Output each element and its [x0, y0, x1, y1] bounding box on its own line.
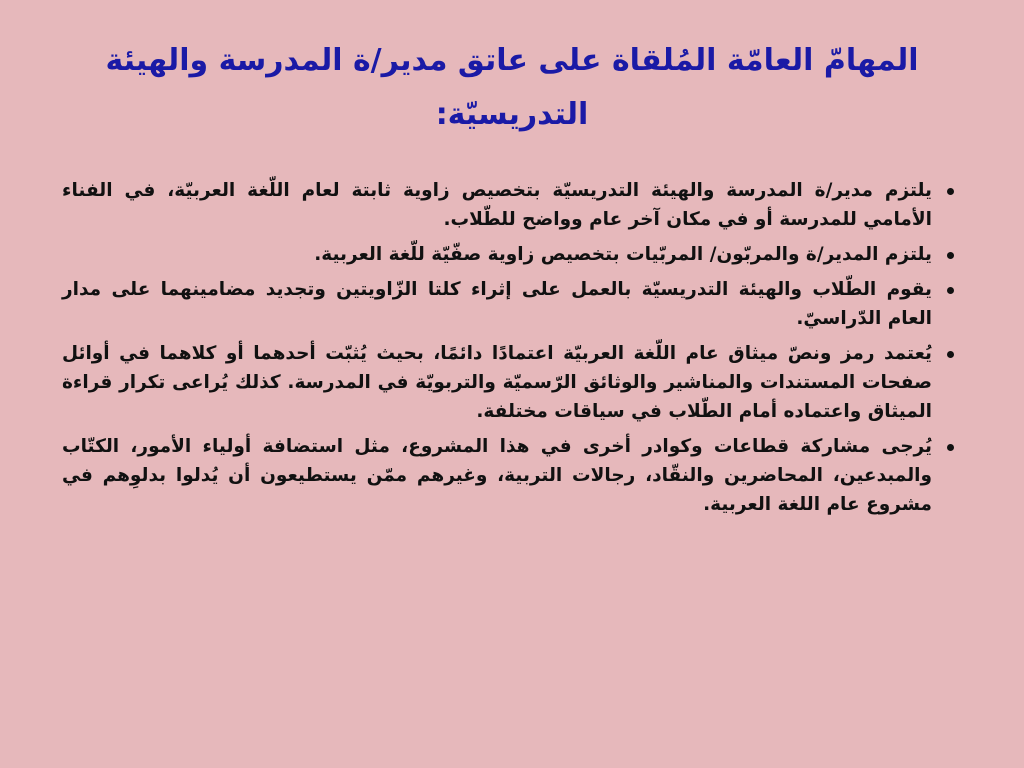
bullet-text: يُعتمد رمز ونصّ ميثاق عام اللّغة العربيّة اعتمادًا دائمًا، بحيث يُثبّت أحدهما أو كلاهما في أوائل صفحات المستندات والمناشير والوثائق الرّسميّة والتربويّة في المدرسة. كذلك يُراعى تكرار قراءة الميثاق واعتماده أمام الطّلاب في سياقات مختلفة. — [62, 343, 932, 422]
list-item — [62, 432, 954, 519]
bullet-text: يقوم الطّلاب والهيئة التدريسيّة بالعمل على إثراء كلتا الزّاويتين وتجديد مضامينهما على مدار العام الدّراسيّ. — [62, 279, 932, 329]
bullet-icon — [947, 252, 954, 259]
bullet-text: يلتزم مدير/ة المدرسة والهيئة التدريسيّة بتخصيص زاوية ثابتة لعام اللّغة العربيّة، في الفناء الأمامي للمدرسة أو في مكان آخر عام وواضح للطّلاب. — [62, 180, 932, 230]
bullet-icon — [947, 287, 954, 294]
slide-title: المهامّ العامّة المُلقاة على عاتق مدير/ة المدرسة والهيئة التدريسيّة: — [105, 43, 919, 132]
list-item — [62, 240, 954, 269]
bullet-icon — [947, 444, 954, 451]
bullet-icon — [947, 188, 954, 195]
bullet-text: يُرجى مشاركة قطاعات وكوادر أخرى في هذا المشروع، مثل استضافة أولياء الأمور، الكتّاب والمبدعين، المحاضرين والنقّاد، رجالات التربية، وغيرهم ممّن يستطيعون أن يُدلوا بدلوِهم في مشروع عام اللغة العربية. — [62, 436, 932, 515]
bullet-list — [62, 176, 954, 525]
list-item — [62, 176, 954, 234]
list-item — [62, 339, 954, 426]
bullet-icon — [947, 351, 954, 358]
bullet-text: يلتزم المدير/ة والمربّون/ المربّيات بتخصيص زاوية صفّيّة للّغة العربية. — [314, 244, 932, 265]
list-item — [62, 275, 954, 333]
